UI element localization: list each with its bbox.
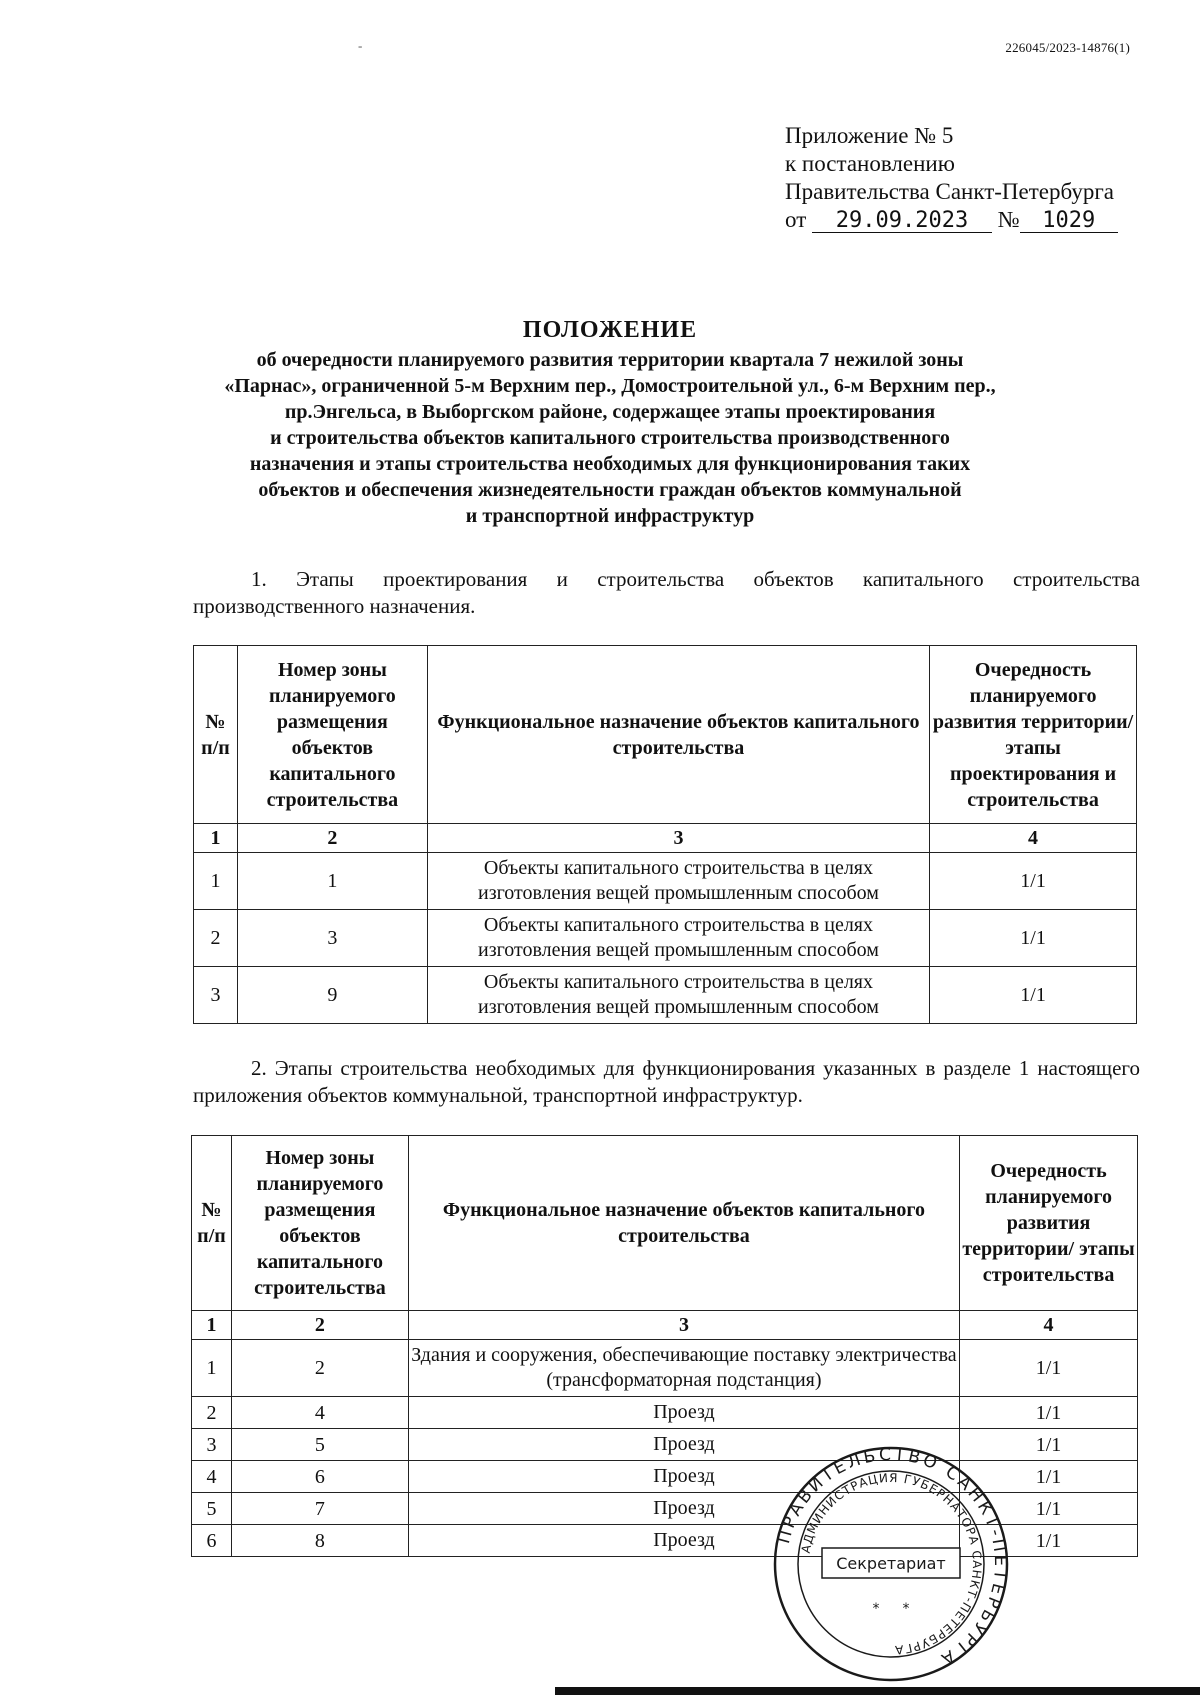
section-2-text: 2. Этапы строительства необходимых для функционирования указанных в разделе 1 настоящего приложения объектов коммунальной, транспортной инфраструктур. (193, 1056, 1140, 1107)
title-subtitle (140, 347, 1080, 529)
number-value: 1029 (1020, 210, 1118, 233)
header-zone: Номер зоны планируемого размещения объектов капитального строительства (231, 1136, 408, 1311)
cell-num: 6 (192, 1525, 232, 1557)
cell-order: 1/1 (960, 1429, 1138, 1461)
table-production-objects (193, 645, 1137, 1024)
section-2-heading (193, 1055, 1140, 1109)
cell-zone: 6 (231, 1461, 408, 1493)
scan-edge-bar (555, 1687, 1200, 1695)
header-func: Функциональное назначение объектов капитального строительства (408, 1136, 959, 1311)
table-index-row (192, 1311, 1138, 1340)
cell-num: 5 (192, 1493, 232, 1525)
cell-order: 1/1 (960, 1461, 1138, 1493)
cell-func: Объекты капитального строительства в целях изготовления вещей промышленным способом (427, 910, 929, 967)
cell-zone: 9 (237, 967, 427, 1024)
table-row (194, 967, 1137, 1024)
scan-mark: - (358, 38, 363, 53)
cell-order: 1/1 (930, 967, 1137, 1024)
section-1-heading (193, 566, 1140, 620)
cell-num: 3 (194, 967, 238, 1024)
cell-order: 1/1 (960, 1493, 1138, 1525)
title-line-5: назначения и этапы строительства необходимых для функционирования таких (249, 453, 971, 475)
cell-order: 1/1 (960, 1525, 1138, 1557)
header-num: № п/п (192, 1136, 232, 1311)
index-cell: 4 (930, 824, 1137, 853)
official-seal (772, 1445, 1010, 1683)
cell-func: Здания и сооружения, обеспечивающие поставку электричества (трансформаторная подстанция) (408, 1340, 959, 1397)
header-order: Очередность планируемого развития территории/ этапы строительства (960, 1136, 1138, 1311)
index-cell: 1 (192, 1311, 232, 1340)
header-order: Очередность планируемого развития территории/этапы проектирования и строительства (930, 646, 1137, 824)
table-row (192, 1397, 1138, 1429)
index-cell: 2 (237, 824, 427, 853)
table-index-row (194, 824, 1137, 853)
table-row (194, 910, 1137, 967)
cell-num: 1 (192, 1340, 232, 1397)
index-cell: 2 (231, 1311, 408, 1340)
appendix-line-3: Правительства Санкт-Петербурга (785, 179, 1114, 204)
appendix-date-line (785, 206, 1118, 234)
header-num: № п/п (194, 646, 238, 824)
table-header-row (192, 1136, 1138, 1311)
appendix-block (785, 122, 1118, 234)
date-prefix: от (785, 207, 807, 232)
title-line-6: объектов и обеспечения жизнедеятельности граждан объектов коммунальной (258, 479, 962, 501)
header-zone: Номер зоны планируемого размещения объектов капитального строительства (237, 646, 427, 824)
cell-order: 1/1 (960, 1397, 1138, 1429)
table-row (192, 1340, 1138, 1397)
index-cell: 3 (408, 1311, 959, 1340)
header-func: Функциональное назначение объектов капитального строительства (427, 646, 929, 824)
seal-inner-text: АДМИНИСТРАЦИЯ ГУБЕРНАТОРА САНКТ-ПЕТЕРБУРГА (798, 1470, 985, 1658)
section-1-text: 1. Этапы проектирования и строительства объектов капитального строительства производственного назначения. (193, 567, 1140, 618)
appendix-line-1: Приложение № 5 (785, 123, 954, 148)
date-value: 29.09.2023 (812, 210, 992, 233)
cell-func: Проезд (408, 1429, 959, 1461)
appendix-line-2: к постановлению (785, 151, 955, 176)
cell-func: Объекты капитального строительства в целях изготовления вещей промышленным способом (427, 967, 929, 1024)
cell-zone: 8 (231, 1525, 408, 1557)
index-cell: 1 (194, 824, 238, 853)
title-line-7: и транспортной инфраструктур (465, 505, 755, 527)
title-main: ПОЛОЖЕНИЕ (522, 317, 698, 343)
cell-num: 4 (192, 1461, 232, 1493)
cell-num: 2 (192, 1397, 232, 1429)
cell-num: 1 (194, 853, 238, 910)
title-line-1: об очередности планируемого развития территории квартала 7 нежилой зоны (256, 349, 964, 371)
index-cell: 3 (427, 824, 929, 853)
cell-func: Проезд (408, 1397, 959, 1429)
document-title (140, 315, 1080, 529)
seal-star-icon: * (902, 1601, 910, 1617)
title-line-2: «Парнас», ограниченной 5-м Верхним пер., Домостроительной ул., 6-м Верхним пер., (224, 375, 996, 397)
title-line-3: пр.Энгельса, в Выборгском районе, содержащее этапы проектирования (284, 401, 936, 423)
cell-num: 2 (194, 910, 238, 967)
seal-center-text: Секретариат (836, 1554, 946, 1573)
number-prefix: № (997, 207, 1020, 232)
cell-zone: 1 (237, 853, 427, 910)
seal-star-icon: * (872, 1601, 880, 1617)
cell-num: 3 (192, 1429, 232, 1461)
cell-func: Проезд (408, 1461, 959, 1493)
cell-zone: 5 (231, 1429, 408, 1461)
document-id: 226045/2023-14876(1) (1005, 40, 1130, 55)
table-header-row (194, 646, 1137, 824)
cell-func: Объекты капитального строительства в целях изготовления вещей промышленным способом (427, 853, 929, 910)
seal-outer-text: ПРАВИТЕЛЬСТВО САНКТ-ПЕТЕРБУРГА (774, 1445, 1010, 1671)
cell-func: Проезд (408, 1493, 959, 1525)
table-row (194, 853, 1137, 910)
cell-order: 1/1 (930, 853, 1137, 910)
cell-zone: 7 (231, 1493, 408, 1525)
cell-order: 1/1 (930, 910, 1137, 967)
cell-zone: 4 (231, 1397, 408, 1429)
title-line-4: и строительства объектов капитального строительства производственного (270, 427, 950, 449)
cell-zone: 2 (231, 1340, 408, 1397)
index-cell: 4 (960, 1311, 1138, 1340)
cell-func: Проезд (408, 1525, 959, 1557)
cell-zone: 3 (237, 910, 427, 967)
cell-order: 1/1 (960, 1340, 1138, 1397)
